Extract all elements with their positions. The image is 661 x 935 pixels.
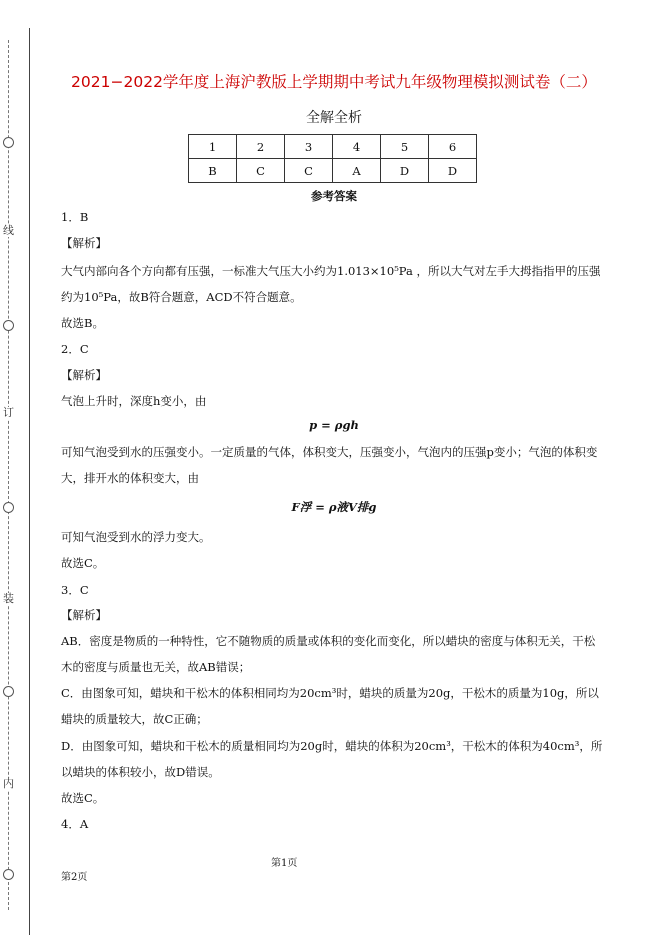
question-number-cell: 4: [333, 135, 381, 159]
question-1-conclusion: 故选B。: [61, 316, 104, 330]
question-number-cell: 5: [381, 135, 429, 159]
binding-margin: [0, 0, 30, 935]
question-number-cell: 2: [237, 135, 285, 159]
answer-cell: A: [333, 159, 381, 183]
binding-hole: [3, 869, 14, 880]
question-1-number: 1．B: [61, 210, 89, 224]
question-2-text-line: 可知气泡受到水的压强变小。一定质量的气体，体积变大，压强变小，气泡内的压强p变小；气泡的体积变: [61, 445, 598, 459]
reference-answer-label: 参考答案: [311, 189, 357, 203]
document-title: 2021−2022学年度上海沪教版上学期期中考试九年级物理模拟测试卷（二）: [71, 73, 597, 91]
binding-border-line: [29, 28, 30, 935]
question-3-text-line: 以蜡块的体积较小，故D错误。: [61, 765, 220, 779]
answer-table: [188, 134, 477, 183]
answer-cell: C: [285, 159, 333, 183]
question-2-number: 2．C: [61, 342, 89, 356]
formula-buoyancy: F浮 = ρ液V排g: [291, 500, 377, 514]
answer-cell: C: [237, 159, 285, 183]
question-2-conclusion: 故选C。: [61, 556, 105, 570]
answer-cell: D: [381, 159, 429, 183]
binding-hole: [3, 137, 14, 148]
page-number-center: 第1页: [271, 858, 298, 869]
question-2-text-line: 大，排开水的体积变大，由: [61, 471, 199, 485]
binding-char: 内: [3, 777, 14, 790]
question-number-cell: 1: [189, 135, 237, 159]
question-3-text-line: 蜡块的质量较大，故C正确；: [61, 712, 208, 726]
answer-cell: B: [189, 159, 237, 183]
answer-cell: D: [429, 159, 477, 183]
binding-hole: [3, 320, 14, 331]
question-3-text-line: AB．密度是物质的一种特性，它不随物质的质量或体积的变化而变化，所以蜡块的密度与体积无关，干松: [61, 634, 596, 648]
question-number-cell: 6: [429, 135, 477, 159]
question-1-analysis-label: 【解析】: [61, 236, 107, 250]
answer-table-row-numbers: [189, 135, 477, 159]
answer-table-row-answers: [189, 159, 477, 183]
question-3-text-line: C．由图象可知，蜡块和干松木的体积相同均为20cm³时，蜡块的质量为20g，干松木的质量为10g，所以: [61, 686, 599, 700]
question-3-analysis-label: 【解析】: [61, 608, 107, 622]
question-4-number: 4．A: [61, 817, 89, 831]
question-1-text-line: 大气内部向各个方向都有压强，一标准大气压大小约为1.013×10⁵Pa ，所以大气对左手大拇指指甲的压强: [61, 264, 601, 278]
page-number-left: 第2页: [61, 872, 88, 883]
question-2-text-line: 可知气泡受到水的浮力变大。: [61, 530, 211, 544]
binding-char: 装: [3, 592, 14, 605]
binding-char: 线: [3, 224, 14, 237]
question-3-text-line: 木的密度与质量也无关，故AB错误；: [61, 660, 251, 674]
question-3-conclusion: 故选C。: [61, 791, 105, 805]
binding-hole: [3, 686, 14, 697]
question-2-text-line: 气泡上升时，深度h变小，由: [61, 394, 207, 408]
question-2-analysis-label: 【解析】: [61, 368, 107, 382]
question-3-number: 3．C: [61, 583, 89, 597]
binding-hole: [3, 502, 14, 513]
formula-pressure: p = ρgh: [309, 418, 359, 432]
question-3-text-line: D．由图象可知，蜡块和干松木的质量相同均为20g时，蜡块的体积为20cm³，干松木的体积为40cm³，所: [61, 739, 603, 753]
document-subtitle: 全解全析: [306, 110, 362, 126]
binding-char: 订: [3, 406, 14, 419]
question-1-text-line: 约为10⁵Pa，故B符合题意，ACD不符合题意。: [61, 290, 302, 304]
question-number-cell: 3: [285, 135, 333, 159]
